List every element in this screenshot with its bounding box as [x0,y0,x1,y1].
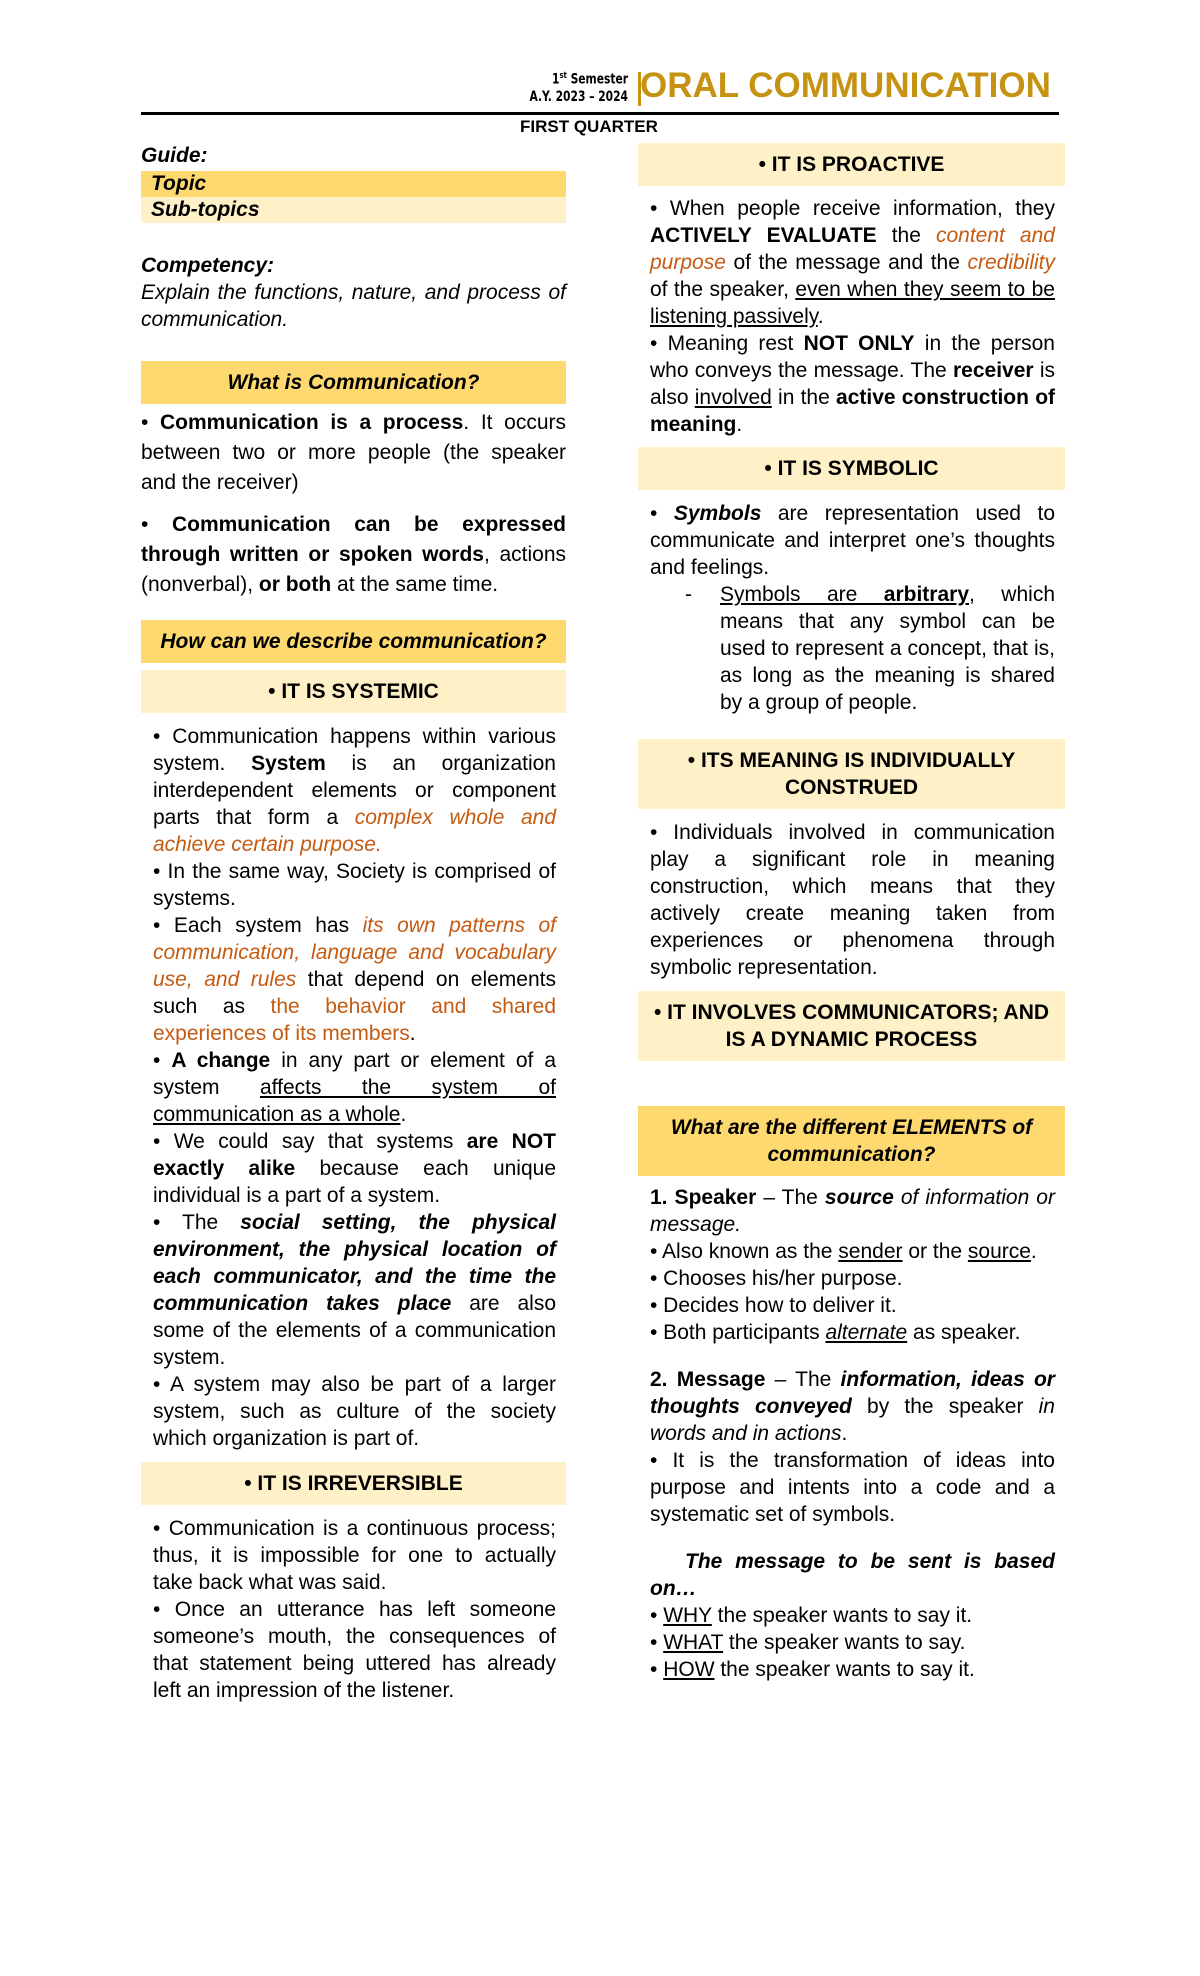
section-meaning-construed: • ITS MEANING IS INDIVIDUALLY CONSTRUED [638,739,1065,809]
section-how-describe: How can we describe communication? [141,620,566,663]
section-communicators: • IT INVOLVES COMMUNICATORS; AND IS A DYNAMIC PROCESS [638,991,1065,1061]
semester-label: 1st Semester A.Y. 2023 – 2024 [529,71,628,105]
paragraph: • Communication is a process. It occurs between two or more people (the speaker and the receiver) [141,411,566,494]
right-column [638,143,1065,1683]
section-systemic: • IT IS SYSTEMIC [141,670,566,713]
symbolic-body: • Symbols are representation used to communicate and interpret one’s thoughts and feelings. - Symbols are arbitrary, which means that any symbol can be used to represent a concept, that is, as long as the meaning is shared by a group of people. [650,502,1055,714]
section-irreversible: • IT IS IRREVERSIBLE [141,1462,566,1505]
systemic-body: • Communication happens within various system. System is an organization interdependent elements or component parts that form a complex whole and achieve certain purpose. • In the same way, Society is comprised of systems. • Each system has its own patterns of communication, language and vocabulary use, and rules that depend on elements such as the behavior and shared experiences of its members. • A change in any part or element of a system affects the system of communication as a whole. • We could say that systems are NOT exactly alike because each unique individual is a part of a system. • The social setting, the physical environment, the physical location of each communicator, and the time the communication takes place are also some of the elements of a communication system. • A system may also be part of a larger system, such as culture of the society which organization is part of. [153,725,557,1450]
irreversible-body: • Communication is a continuous process; thus, it is impossible for one to actually take back what was said. • Once an utterance has left someone someone’s mouth, the consequences of that statement being uttered has already left an impression of the listener. [153,1517,556,1702]
section-what-is-communication: What is Communication? [141,361,566,404]
guide-subtopics: Sub-topics [141,197,566,223]
paragraph: • Communication can be expressed through written or spoken words, actions (nonverbal), or both at the same time. [141,513,566,596]
section-symbolic: • IT IS SYMBOLIC [638,447,1065,490]
meaning-body: • Individuals involved in communication play a significant role in meaning construction, which means that they actively create meaning taken from experiences or phenomena through symbolic representation. [650,821,1055,979]
header-rule [141,112,1059,115]
competency-text: Explain the functions, nature, and process of communication. [141,281,566,331]
guide-label: Guide: [141,144,208,167]
section-elements: What are the different ELEMENTS of communication? [638,1106,1065,1176]
elements-body: 1. Speaker – The source of information or message. • Also known as the sender or the source. • Chooses his/her purpose. • Decides how to deliver it. • Both participants alternate as speaker. 2. Message – The information, ideas or thoughts conveyed by the speaker in words and in actions. • It is the transformation of ideas into purpose and intents into a code and a systematic set of symbols. The message to be sent is based on… • WHY the speaker wants to say it. • WHAT the speaker wants to say. • HOW the speaker wants to say it. [650,1186,1055,1681]
document-title: ORAL COMMUNICATION [640,66,1051,105]
section-proactive: • IT IS PROACTIVE [638,143,1065,186]
competency-label: Competency: [141,254,275,277]
left-column [141,142,566,1704]
guide-topic: Topic [141,171,566,197]
quarter-label: FIRST QUARTER [520,117,658,136]
proactive-body: • When people receive information, they ACTIVELY EVALUATE the content and purpose of the message and the credibility of the speaker, even when they seem to be listening passively. • Meaning rest NOT ONLY in the person who conveys the message. The receiver is also involved in the active construction of meaning. [650,197,1056,436]
